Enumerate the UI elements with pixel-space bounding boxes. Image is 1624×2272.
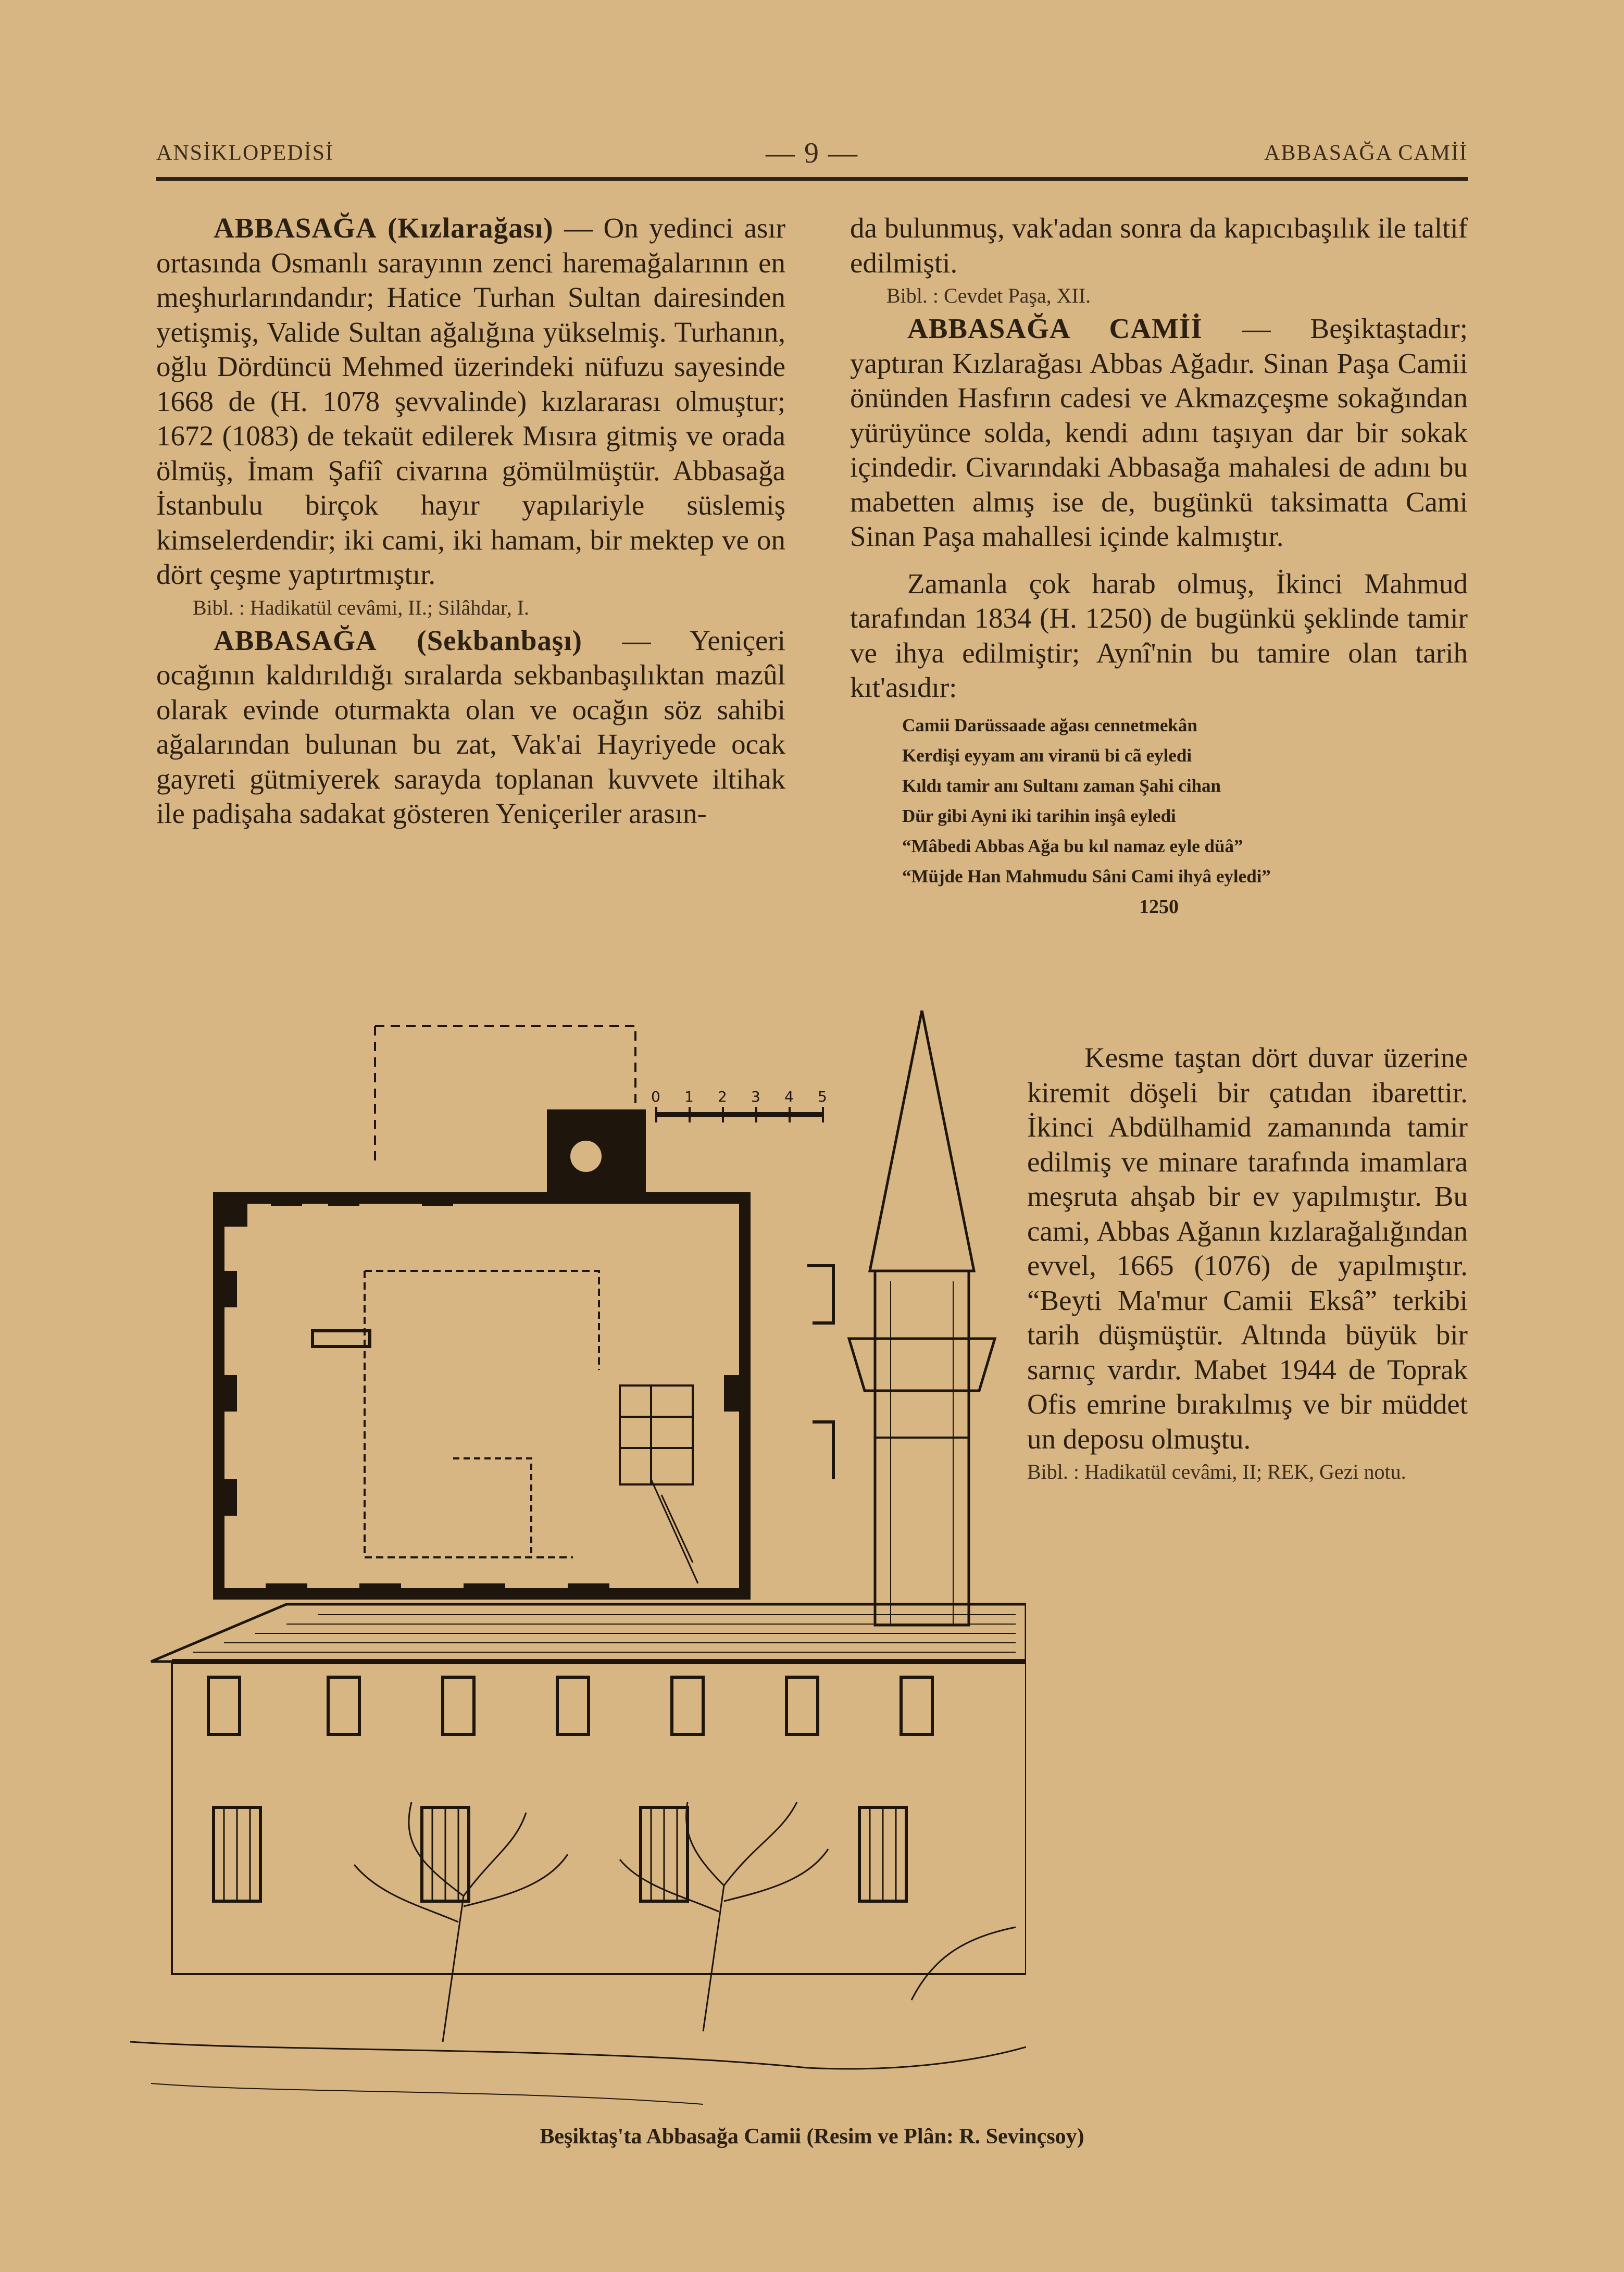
tarih-verse [902, 710, 1468, 922]
scale-label: 3 [751, 1088, 760, 1105]
verse-line: “Mâbedi Abbas Ağa bu kıl namaz eyle düâ” [902, 835, 1243, 856]
continuation-text: da bulunmuş, vak'adan sonra da kapıcıbaşılık ile taltif edilmişti. [850, 212, 1468, 279]
plan-stair [620, 1385, 693, 1484]
entry-sekbanbasi [156, 623, 785, 831]
verse-year: 1250 [1139, 895, 1179, 918]
scale-label: 2 [718, 1088, 727, 1105]
verse-line: Kıldı tamir anı Sultanı zaman Şahi cihan [902, 775, 1221, 796]
entry-headword: ABBASAĞA [214, 212, 377, 244]
page-number: — 9 — [766, 137, 858, 169]
tree-sketch [354, 1802, 1016, 2042]
right-column [850, 211, 1468, 922]
entry-body: — Beşiktaştadır; yaptıran Kızlarağası Abbas Ağadır. Sinan Paşa Camii önünden Hasfırın cadesi ve Akmazçeşme sokağından yürüyünce solda, kendi adını taşıyan dar bir sokak içindedir. Civarındaki Abbasağa mahalesi de adını bu mabetten almış ise de, bugünkü taksimatta Cami Sinan Paşa mahallesi içinde kalmıştır. [850, 313, 1468, 552]
paragraph: Zamanla çok harab olmuş, İkinci Mahmud tarafından 1834 (H. 1250) de bugünkü şeklinde tamir ve ihya edilmiştir; Aynî'nin bu tamire olan tarih kıt'asıdır: [850, 567, 1468, 703]
verse-line: Camii Darüssaade ağası cennetmekân [902, 715, 1197, 735]
running-head-left: ANSİKLOPEDİSİ [156, 141, 334, 165]
bibliography: Bibl. : Hadikatül cevâmi, II.; Silâhdar, I. [193, 595, 530, 619]
mosque-wall [172, 1662, 1026, 1974]
minaret-balcony [849, 1339, 995, 1391]
entry-subtitle: (Sekbanbaşı) [417, 624, 582, 656]
verse-line: Kerdişi eyyam anı viranü bi cã eyledi [902, 745, 1192, 766]
bibliography: Bibl. : Hadikatül cevâmi, II; REK, Gezi notu. [1027, 1460, 1406, 1483]
entry-subtitle: (Kızlarağası) [388, 212, 554, 244]
left-column [156, 211, 785, 831]
minaret-shaft [875, 1271, 969, 1625]
scale-label: 4 [784, 1088, 794, 1105]
mosque-illustration [130, 1010, 1026, 2115]
figure-caption: Beşiktaş'ta Abbasağa Camii (Resim ve Plân: R. Sevinçsoy) [540, 2125, 1084, 2149]
plan-walls [219, 1198, 745, 1594]
scale-label: 5 [818, 1088, 827, 1105]
entry-headword: ABBASAĞA [214, 624, 377, 656]
entry-headword: ABBASAĞA CAMİİ [907, 313, 1203, 344]
scale-label: 1 [684, 1088, 694, 1105]
bibliography: Bibl. : Cevdet Paşa, XII. [886, 284, 1091, 307]
verse-line: “Müjde Han Mahmudu Sâni Cami ihyâ eyledi” [902, 866, 1271, 887]
right-column-lower [1027, 1041, 1468, 1488]
entry-abbasaga-camii [850, 311, 1468, 554]
scale-label: 0 [651, 1088, 660, 1105]
header-rule [156, 177, 1468, 181]
verse-line: Dür gibi Ayni iki tarihin inşâ eyledi [902, 805, 1176, 826]
minaret-cone [870, 1010, 974, 1271]
entry-body: — Yeniçeri ocağının kaldırıldığı sıralarda sekbanbaşılıktan mazûl olarak evinde oturmakta olan ve ocağın söz sahibi ağalarından bulunan bu zat, Vak'ai Hayriyede ocak gayreti gütmiyerek sarayda toplanan kuvvete iltihak ile padişaha sadakat gösteren Yeniçeriler arasın- [156, 624, 785, 829]
entry-kizlaragasi [156, 211, 785, 592]
paragraph: Kesme taştan dört duvar üzerine kiremit döşeli bir çatıdan ibarettir. İkinci Abdülhamid zamanında tamir edilmiş ve minare tarafında imamlara meşruta ahşab bir ev yapılmıştır. Bu cami, Abbas Ağanın kızlarağalığından evvel, 1665 (1076) de yapılmıştır. “Beyti Ma'mur Camii Eksâ” terkibi tarih düşmüştür. Altında büyük bir sarnıç vardır. Mabet 1944 de Toprak Ofis emrine bırakılmış ve bir müddet un deposu olmuştu. [1027, 1042, 1468, 1455]
ground-line [130, 2042, 1026, 2069]
running-head-right: ABBASAĞA CAMİİ [1264, 141, 1468, 165]
entry-body: — On yedinci asır ortasında Osmanlı sarayının zenci haremağalarının en meşhurlarındandır; Hatice Turhan Sultan dairesinden yetişmiş, Valide Sultan ağalığına yükselmiş. Turhanın, oğlu Dördüncü Mehmed üzerindeki nüfuzu sayesinde 1668 de (H. 1078 şevvalinde) kızlararası olmuştur; 1672 (1083) de tekaüt edilerek Mısıra gitmiş ve orada ölmüş, İmam Şafiî civarına gömülmüştür. Abbasağa İstanbulu birçok hayır yapılariyle süslemiş kimselerdendir; iki cami, iki hamam, bir mektep ve on dört çeşme yaptırtmıştır. [156, 212, 786, 590]
